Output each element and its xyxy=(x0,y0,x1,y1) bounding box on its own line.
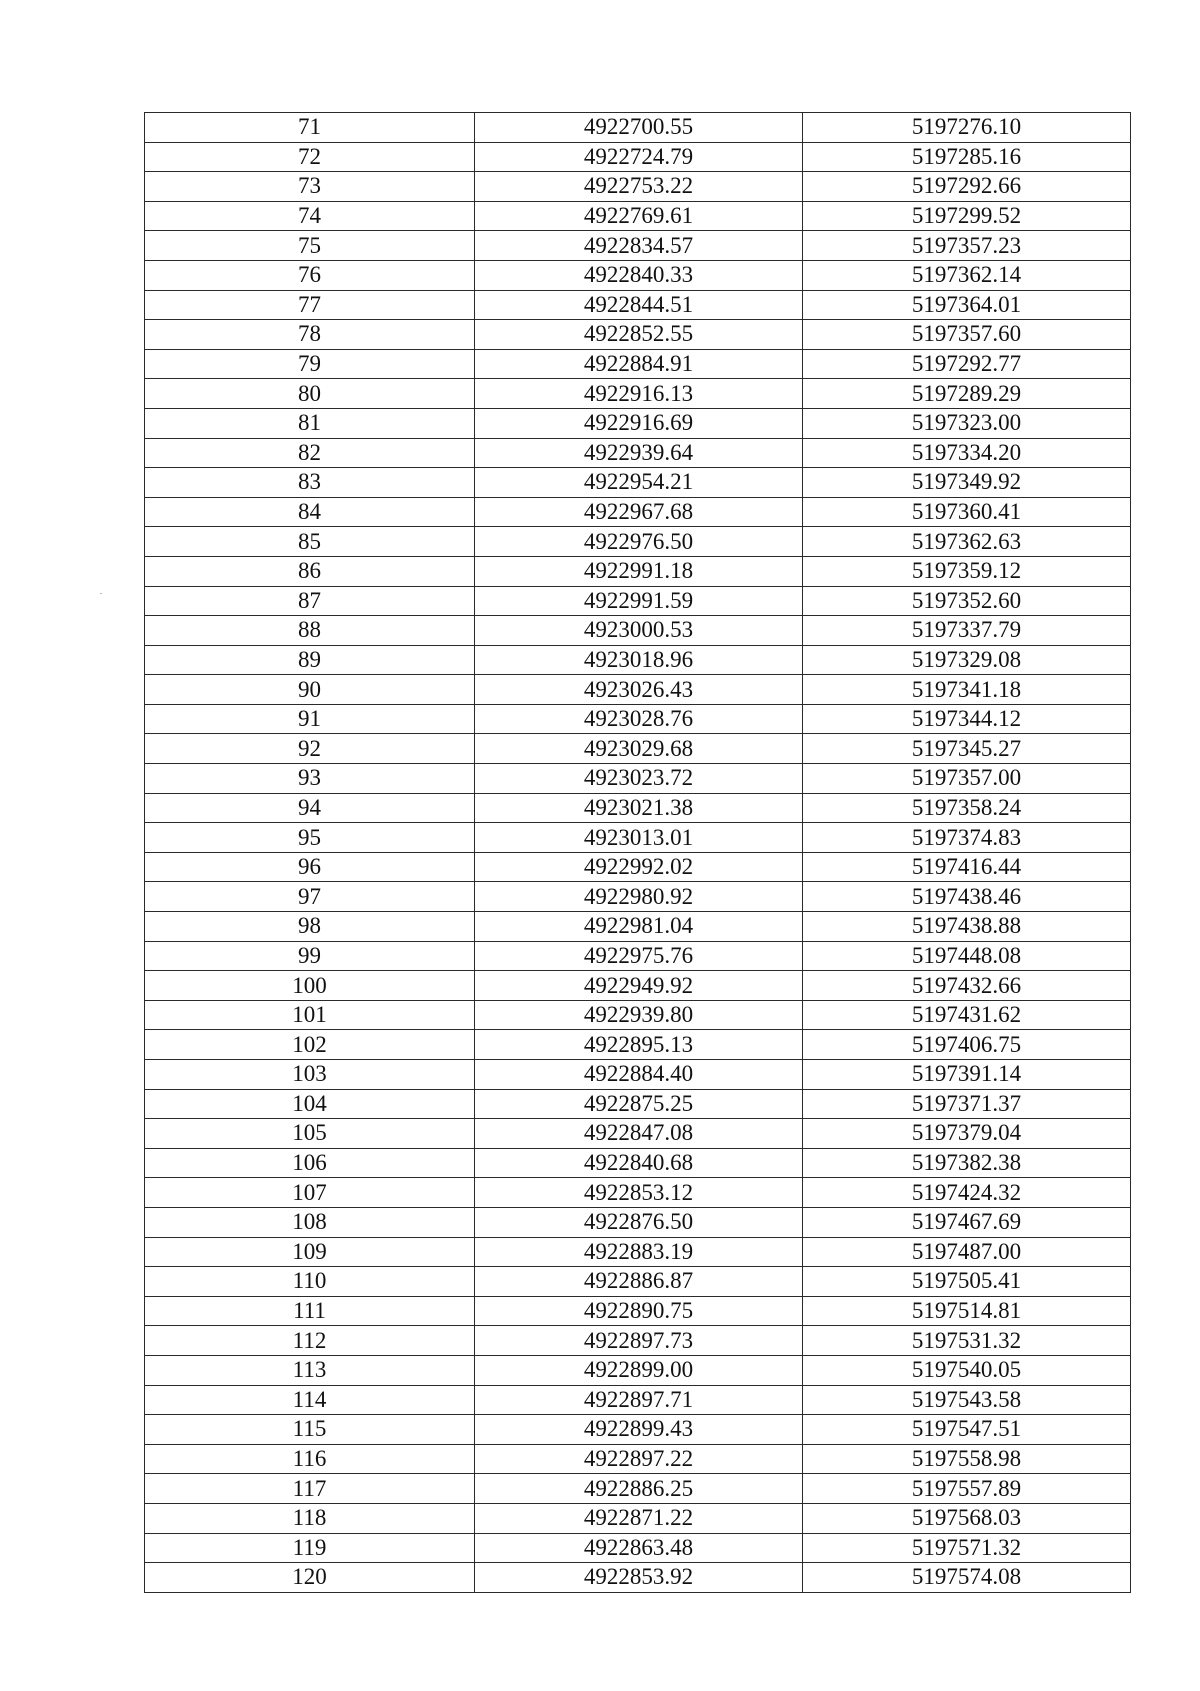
table-row xyxy=(145,1030,1131,1060)
x-coordinate-cell: 4923023.72 xyxy=(475,764,803,794)
point-number-cell: 101 xyxy=(145,1000,475,1030)
table-row xyxy=(145,1444,1131,1474)
y-coordinate-cell: 5197487.00 xyxy=(803,1237,1131,1267)
point-number-cell: 105 xyxy=(145,1119,475,1149)
x-coordinate-cell: 4922700.55 xyxy=(475,113,803,143)
table-row xyxy=(145,349,1131,379)
y-coordinate-cell: 5197543.58 xyxy=(803,1385,1131,1415)
point-number-cell: 110 xyxy=(145,1267,475,1297)
table-row xyxy=(145,1178,1131,1208)
y-coordinate-cell: 5197334.20 xyxy=(803,438,1131,468)
y-coordinate-cell: 5197357.00 xyxy=(803,764,1131,794)
y-coordinate-cell: 5197276.10 xyxy=(803,113,1131,143)
table-row xyxy=(145,1089,1131,1119)
y-coordinate-cell: 5197448.08 xyxy=(803,941,1131,971)
point-number-cell: 106 xyxy=(145,1148,475,1178)
table-row xyxy=(145,497,1131,527)
table-row xyxy=(145,290,1131,320)
x-coordinate-cell: 4922890.75 xyxy=(475,1296,803,1326)
y-coordinate-cell: 5197371.37 xyxy=(803,1089,1131,1119)
table-row xyxy=(145,113,1131,143)
y-coordinate-cell: 5197292.77 xyxy=(803,349,1131,379)
x-coordinate-cell: 4922992.02 xyxy=(475,852,803,882)
x-coordinate-cell: 4922949.92 xyxy=(475,971,803,1001)
x-coordinate-cell: 4922853.92 xyxy=(475,1563,803,1593)
table-row xyxy=(145,201,1131,231)
y-coordinate-cell: 5197359.12 xyxy=(803,556,1131,586)
table-row xyxy=(145,793,1131,823)
point-number-cell: 82 xyxy=(145,438,475,468)
table-row xyxy=(145,645,1131,675)
point-number-cell: 98 xyxy=(145,912,475,942)
y-coordinate-cell: 5197431.62 xyxy=(803,1000,1131,1030)
x-coordinate-cell: 4922897.71 xyxy=(475,1385,803,1415)
point-number-cell: 81 xyxy=(145,408,475,438)
point-number-cell: 87 xyxy=(145,586,475,616)
point-number-cell: 102 xyxy=(145,1030,475,1060)
x-coordinate-cell: 4922895.13 xyxy=(475,1030,803,1060)
y-coordinate-cell: 5197352.60 xyxy=(803,586,1131,616)
table-row xyxy=(145,468,1131,498)
x-coordinate-cell: 4922897.73 xyxy=(475,1326,803,1356)
y-coordinate-cell: 5197432.66 xyxy=(803,971,1131,1001)
x-coordinate-cell: 4922853.12 xyxy=(475,1178,803,1208)
point-number-cell: 109 xyxy=(145,1237,475,1267)
y-coordinate-cell: 5197467.69 xyxy=(803,1207,1131,1237)
table-row xyxy=(145,1000,1131,1030)
x-coordinate-cell: 4923000.53 xyxy=(475,616,803,646)
y-coordinate-cell: 5197547.51 xyxy=(803,1415,1131,1445)
y-coordinate-cell: 5197416.44 xyxy=(803,852,1131,882)
y-coordinate-cell: 5197391.14 xyxy=(803,1060,1131,1090)
y-coordinate-cell: 5197531.32 xyxy=(803,1326,1131,1356)
table-row xyxy=(145,823,1131,853)
table-row xyxy=(145,260,1131,290)
y-coordinate-cell: 5197574.08 xyxy=(803,1563,1131,1593)
point-number-cell: 94 xyxy=(145,793,475,823)
point-number-cell: 112 xyxy=(145,1326,475,1356)
point-number-cell: 85 xyxy=(145,527,475,557)
table-row xyxy=(145,408,1131,438)
point-number-cell: 95 xyxy=(145,823,475,853)
x-coordinate-cell: 4923026.43 xyxy=(475,675,803,705)
y-coordinate-cell: 5197505.41 xyxy=(803,1267,1131,1297)
y-coordinate-cell: 5197406.75 xyxy=(803,1030,1131,1060)
table-row xyxy=(145,1563,1131,1593)
table-row xyxy=(145,734,1131,764)
point-number-cell: 118 xyxy=(145,1503,475,1533)
table-row xyxy=(145,675,1131,705)
y-coordinate-cell: 5197571.32 xyxy=(803,1533,1131,1563)
point-number-cell: 80 xyxy=(145,379,475,409)
x-coordinate-cell: 4922899.43 xyxy=(475,1415,803,1445)
point-number-cell: 73 xyxy=(145,172,475,202)
y-coordinate-cell: 5197299.52 xyxy=(803,201,1131,231)
table-row xyxy=(145,704,1131,734)
y-coordinate-cell: 5197374.83 xyxy=(803,823,1131,853)
y-coordinate-cell: 5197341.18 xyxy=(803,675,1131,705)
x-coordinate-cell: 4923021.38 xyxy=(475,793,803,823)
x-coordinate-cell: 4922991.18 xyxy=(475,556,803,586)
table-row xyxy=(145,1533,1131,1563)
table-row xyxy=(145,941,1131,971)
table-row xyxy=(145,142,1131,172)
y-coordinate-cell: 5197349.92 xyxy=(803,468,1131,498)
x-coordinate-cell: 4923029.68 xyxy=(475,734,803,764)
point-number-cell: 100 xyxy=(145,971,475,1001)
point-number-cell: 89 xyxy=(145,645,475,675)
y-coordinate-cell: 5197557.89 xyxy=(803,1474,1131,1504)
point-number-cell: 77 xyxy=(145,290,475,320)
point-number-cell: 114 xyxy=(145,1385,475,1415)
y-coordinate-cell: 5197289.29 xyxy=(803,379,1131,409)
coordinates-table xyxy=(144,112,1131,1593)
x-coordinate-cell: 4922884.40 xyxy=(475,1060,803,1090)
table-row xyxy=(145,586,1131,616)
x-coordinate-cell: 4922769.61 xyxy=(475,201,803,231)
table-row xyxy=(145,1237,1131,1267)
point-number-cell: 88 xyxy=(145,616,475,646)
point-number-cell: 71 xyxy=(145,113,475,143)
x-coordinate-cell: 4922991.59 xyxy=(475,586,803,616)
point-number-cell: 120 xyxy=(145,1563,475,1593)
table-row xyxy=(145,1385,1131,1415)
table-row xyxy=(145,912,1131,942)
y-coordinate-cell: 5197329.08 xyxy=(803,645,1131,675)
y-coordinate-cell: 5197292.66 xyxy=(803,172,1131,202)
x-coordinate-cell: 4922899.00 xyxy=(475,1355,803,1385)
x-coordinate-cell: 4922871.22 xyxy=(475,1503,803,1533)
y-coordinate-cell: 5197438.88 xyxy=(803,912,1131,942)
x-coordinate-cell: 4923018.96 xyxy=(475,645,803,675)
y-coordinate-cell: 5197364.01 xyxy=(803,290,1131,320)
x-coordinate-cell: 4922939.64 xyxy=(475,438,803,468)
x-coordinate-cell: 4923028.76 xyxy=(475,704,803,734)
x-coordinate-cell: 4922886.25 xyxy=(475,1474,803,1504)
x-coordinate-cell: 4922884.91 xyxy=(475,349,803,379)
x-coordinate-cell: 4922840.33 xyxy=(475,260,803,290)
x-coordinate-cell: 4922981.04 xyxy=(475,912,803,942)
table-row xyxy=(145,527,1131,557)
point-number-cell: 84 xyxy=(145,497,475,527)
table-row xyxy=(145,971,1131,1001)
point-number-cell: 79 xyxy=(145,349,475,379)
x-coordinate-cell: 4922883.19 xyxy=(475,1237,803,1267)
point-number-cell: 83 xyxy=(145,468,475,498)
x-coordinate-cell: 4922834.57 xyxy=(475,231,803,261)
point-number-cell: 78 xyxy=(145,320,475,350)
table-row xyxy=(145,1326,1131,1356)
x-coordinate-cell: 4922863.48 xyxy=(475,1533,803,1563)
y-coordinate-cell: 5197540.05 xyxy=(803,1355,1131,1385)
y-coordinate-cell: 5197514.81 xyxy=(803,1296,1131,1326)
y-coordinate-cell: 5197285.16 xyxy=(803,142,1131,172)
point-number-cell: 72 xyxy=(145,142,475,172)
point-number-cell: 119 xyxy=(145,1533,475,1563)
x-coordinate-cell: 4922847.08 xyxy=(475,1119,803,1149)
table-row xyxy=(145,172,1131,202)
table-row xyxy=(145,882,1131,912)
y-coordinate-cell: 5197337.79 xyxy=(803,616,1131,646)
y-coordinate-cell: 5197568.03 xyxy=(803,1503,1131,1533)
y-coordinate-cell: 5197357.23 xyxy=(803,231,1131,261)
x-coordinate-cell: 4922724.79 xyxy=(475,142,803,172)
point-number-cell: 97 xyxy=(145,882,475,912)
point-number-cell: 104 xyxy=(145,1089,475,1119)
point-number-cell: 93 xyxy=(145,764,475,794)
point-number-cell: 74 xyxy=(145,201,475,231)
table-row xyxy=(145,1474,1131,1504)
x-coordinate-cell: 4922975.76 xyxy=(475,941,803,971)
y-coordinate-cell: 5197357.60 xyxy=(803,320,1131,350)
x-coordinate-cell: 4922876.50 xyxy=(475,1207,803,1237)
table-row xyxy=(145,1267,1131,1297)
point-number-cell: 115 xyxy=(145,1415,475,1445)
y-coordinate-cell: 5197424.32 xyxy=(803,1178,1131,1208)
y-coordinate-cell: 5197379.04 xyxy=(803,1119,1131,1149)
x-coordinate-cell: 4923013.01 xyxy=(475,823,803,853)
y-coordinate-cell: 5197345.27 xyxy=(803,734,1131,764)
x-coordinate-cell: 4922875.25 xyxy=(475,1089,803,1119)
x-coordinate-cell: 4922916.69 xyxy=(475,408,803,438)
table-row xyxy=(145,1060,1131,1090)
y-coordinate-cell: 5197362.63 xyxy=(803,527,1131,557)
table-row xyxy=(145,320,1131,350)
table-row xyxy=(145,852,1131,882)
x-coordinate-cell: 4922967.68 xyxy=(475,497,803,527)
y-coordinate-cell: 5197558.98 xyxy=(803,1444,1131,1474)
y-coordinate-cell: 5197344.12 xyxy=(803,704,1131,734)
point-number-cell: 111 xyxy=(145,1296,475,1326)
point-number-cell: 76 xyxy=(145,260,475,290)
table-row xyxy=(145,1148,1131,1178)
x-coordinate-cell: 4922886.87 xyxy=(475,1267,803,1297)
point-number-cell: 86 xyxy=(145,556,475,586)
table-row xyxy=(145,1415,1131,1445)
point-number-cell: 116 xyxy=(145,1444,475,1474)
x-coordinate-cell: 4922840.68 xyxy=(475,1148,803,1178)
x-coordinate-cell: 4922897.22 xyxy=(475,1444,803,1474)
coordinates-table-body xyxy=(145,113,1131,1593)
table-row xyxy=(145,1207,1131,1237)
table-row xyxy=(145,231,1131,261)
point-number-cell: 92 xyxy=(145,734,475,764)
point-number-cell: 103 xyxy=(145,1060,475,1090)
table-row xyxy=(145,1296,1131,1326)
x-coordinate-cell: 4922976.50 xyxy=(475,527,803,557)
x-coordinate-cell: 4922939.80 xyxy=(475,1000,803,1030)
x-coordinate-cell: 4922980.92 xyxy=(475,882,803,912)
table-row xyxy=(145,556,1131,586)
x-coordinate-cell: 4922916.13 xyxy=(475,379,803,409)
y-coordinate-cell: 5197438.46 xyxy=(803,882,1131,912)
x-coordinate-cell: 4922844.51 xyxy=(475,290,803,320)
point-number-cell: 96 xyxy=(145,852,475,882)
y-coordinate-cell: 5197360.41 xyxy=(803,497,1131,527)
point-number-cell: 99 xyxy=(145,941,475,971)
table-row xyxy=(145,1503,1131,1533)
scan-speck xyxy=(100,593,102,594)
table-row xyxy=(145,1119,1131,1149)
x-coordinate-cell: 4922753.22 xyxy=(475,172,803,202)
x-coordinate-cell: 4922954.21 xyxy=(475,468,803,498)
table-row xyxy=(145,764,1131,794)
point-number-cell: 108 xyxy=(145,1207,475,1237)
point-number-cell: 90 xyxy=(145,675,475,705)
x-coordinate-cell: 4922852.55 xyxy=(475,320,803,350)
table-row xyxy=(145,616,1131,646)
point-number-cell: 107 xyxy=(145,1178,475,1208)
table-row xyxy=(145,438,1131,468)
point-number-cell: 75 xyxy=(145,231,475,261)
y-coordinate-cell: 5197323.00 xyxy=(803,408,1131,438)
y-coordinate-cell: 5197382.38 xyxy=(803,1148,1131,1178)
y-coordinate-cell: 5197362.14 xyxy=(803,260,1131,290)
point-number-cell: 117 xyxy=(145,1474,475,1504)
point-number-cell: 91 xyxy=(145,704,475,734)
table-row xyxy=(145,379,1131,409)
point-number-cell: 113 xyxy=(145,1355,475,1385)
y-coordinate-cell: 5197358.24 xyxy=(803,793,1131,823)
table-row xyxy=(145,1355,1131,1385)
